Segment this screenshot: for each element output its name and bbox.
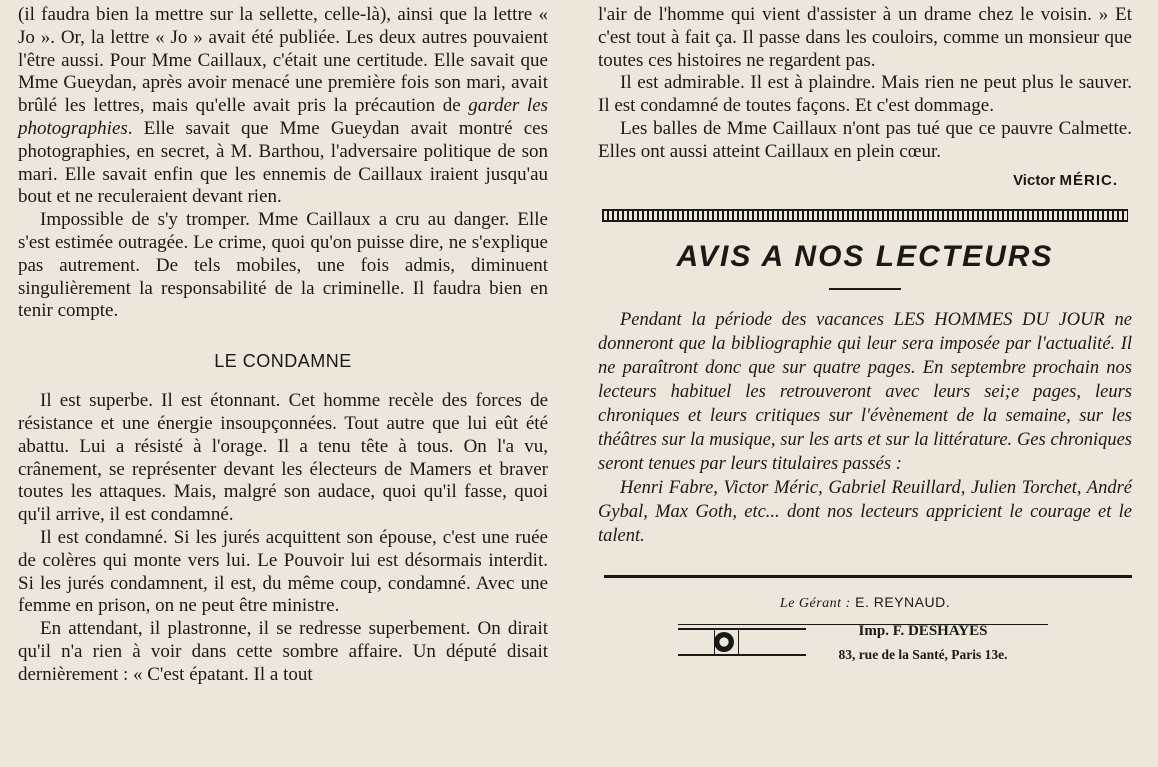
- gerant-name: E. REYNAUD.: [855, 593, 951, 610]
- section-heading: LE CONDAMNE: [214, 351, 352, 372]
- gerant-line: [598, 594, 1132, 612]
- footer-rule: [604, 575, 1132, 578]
- gerant-label: Le Gérant :: [779, 595, 851, 611]
- right-paragraph-2: Il est admirable. Il est à plaindre. Mais rien ne peut plus le sauver. Il est condamné de toutes façons. Et c'est dommage.: [598, 72, 1132, 117]
- signature: [598, 172, 1132, 189]
- signature-last-name: MÉRIC.: [1059, 171, 1118, 189]
- imprint-text: [818, 620, 1028, 666]
- union-label-right-icon: [738, 630, 805, 654]
- imprint-address: 83, rue de la Santé, Paris 13e.: [838, 646, 1008, 662]
- left-paragraph-4: Il est condamné. Si les jurés acquittent son épouse, c'est une ruée de colères qui monte vers lui. Le Pouvoir lui est désormais interdit. Si les jurés condamnent, il est, du même coup, condamné. Avec une femme en prison, on ne peut être ministre.: [18, 526, 548, 617]
- left-paragraph-1: [18, 4, 548, 209]
- left-paragraph-3: Il est superbe. Il est étonnant. Cet homme recèle des forces de résistance et une énergie insoupçonnées. Tout autre que lui eût été abattu. Lui a résisté à l'orage. Il a tenu tête à tous. On l'a vu, crânement, se représenter devant les électeurs de Mamers et braver toutes les attaques. Mais, malgré son audace, quoi qu'il fasse, quoi qu'il arrive, il est condamné.: [18, 390, 548, 526]
- union-label-icon: [678, 628, 806, 656]
- imprint: [598, 620, 1132, 680]
- left-column: [18, 4, 548, 687]
- notice-paragraph-2: Henri Fabre, Victor Méric, Gabriel Reuillard, Julien Torchet, André Gybal, Max Goth, etc... dont nos lecteurs appricient le courage et le talent.: [598, 477, 1132, 546]
- left-paragraph-2: Impossible de s'y tromper. Mme Caillaux a cru au danger. Elle s'est estimée outragée. Le crime, quoi qu'on puisse dire, ne s'explique pas autrement. De tels mobiles, une fois admis, diminuent singulièrement la responsabilité de la criminelle. Il faudra bien en tenir compte.: [18, 209, 548, 322]
- left-paragraph-5: En attendant, il plastronne, il se redresse superbement. On dirait qu'il n'a rien à voir dans cette sombre affaire. Un député disait dernièrement : « C'est épatant. Il a tout: [18, 618, 548, 685]
- seal-icon: [714, 632, 734, 652]
- left-paragraph-1-rest: . Elle savait que Mme Gueydan avait montré ces photographies, en secret, à M. Barthou, l'adversaire politique de son mari. Elle savait enfin que les ennemis de Caillaux iraient jusqu'au bout et ne reculeraient devant rien.: [18, 117, 548, 208]
- decorative-border: [602, 209, 1128, 222]
- notice-title: AVIS A NOS LECTEURS: [676, 239, 1054, 273]
- left-paragraph-1-italic: garder les photographies: [18, 95, 549, 139]
- imprint-name: Imp. F. DESHAYES: [858, 622, 988, 639]
- notice-body: [598, 308, 1132, 548]
- notice-divider: [829, 288, 901, 290]
- right-paragraph-3: Les balles de Mme Caillaux n'ont pas tué que ce pauvre Calmette. Elles ont aussi atteint Caillaux en plein cœur.: [598, 117, 1132, 162]
- signature-first-name: Victor: [1013, 171, 1056, 189]
- right-column: [598, 4, 1132, 680]
- left-paragraph-1-text: (il faudra bien la mettre sur la sellette, celle-là), ainsi que la lettre « Jo ». Or, la lettre « Jo » avait été publiée. Les deux autres pouvaient l'être aussi. Pour Mme Caillaux, c'était une certitude. Elle savait que Mme Gueydan, après avoir menacé une première fois son mari, avait brûlé les lettres, mais qu'elle avait pris la précaution de: [18, 4, 548, 117]
- right-paragraph-1: l'air de l'homme qui vient d'assister à un drame chez le voisin. » Et c'est tout à fait ça. Il passe dans les couloirs, comme un monsieur que toutes ces histoires ne regardent pas.: [598, 4, 1132, 71]
- notice-paragraph-1: Pendant la période des vacances LES HOMMES DU JOUR ne donneront que la bibliographie qui leur sera imposée par l'actualité. Il ne paraîtront donc que sur quatre pages. En septembre prochain nos lecteurs habituel les retrouveront avec leurs sei;e pages, leurs chroniques et leurs critiques sur l'évènement de la semaine, sur les théâtres sur la musique, sur les arts et sur la littérature. Ges chroniques seront tenues par leurs titulaires passés :: [598, 309, 1132, 474]
- union-label-left-icon: [678, 630, 715, 654]
